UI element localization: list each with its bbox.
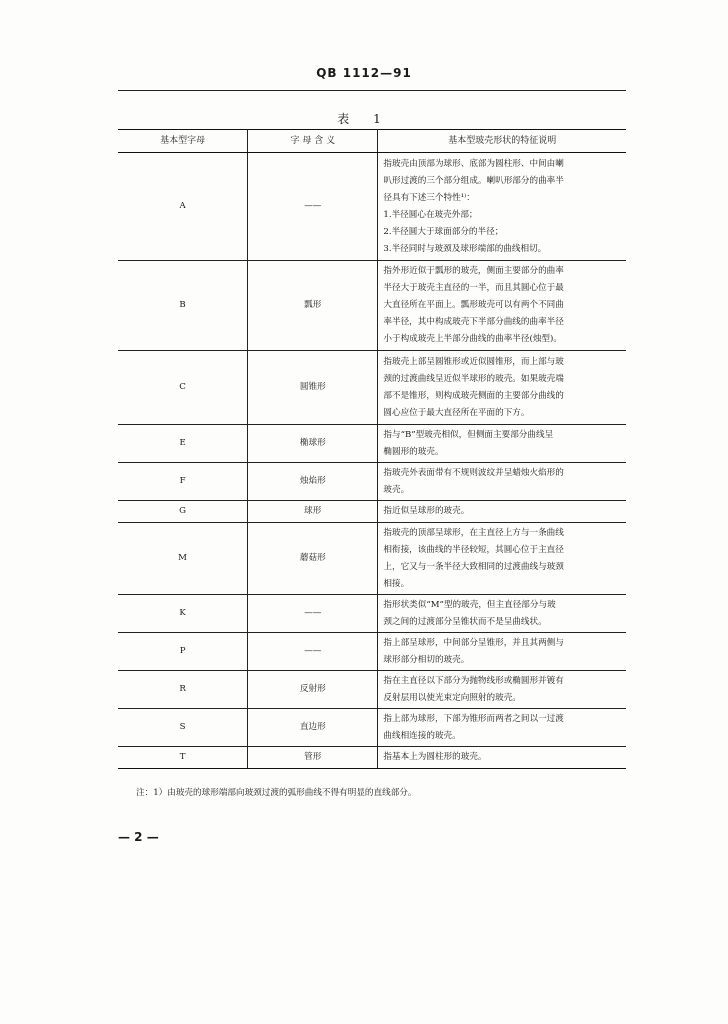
description-line: 指玻壳的顶部呈球形，在主直径上方与一条曲线 [383,527,564,538]
description-line: 反射层用以使光束定向照射的玻壳。 [383,692,521,703]
bulb-shape-table [118,129,626,769]
table-row [118,523,626,595]
row-letter: T [118,747,248,769]
description-line: 圆心应位于最大直径所在平面的下方。 [383,407,530,418]
description-line: 颈的过渡曲线呈近似半球形的玻壳。如果玻壳端 [383,373,564,384]
description-line: 指与“B”型玻壳相似，但侧面主要部分曲线呈 [383,429,554,440]
page-number: — 2 — [118,830,159,844]
description-line: 指近似呈球形的玻壳。 [383,506,470,516]
row-letter: A [118,153,248,261]
document-code: QB 1112—91 [316,66,412,80]
description-line: 率半径，其中构成玻壳下半部分曲线的曲率半径 [383,317,564,327]
description-line: 指玻壳外表面带有不规则波纹并呈蜡烛火焰形的 [383,467,564,478]
row-description [378,463,626,501]
description-line: 相衔接，该曲线的半径较短，其圆心位于主直径 [383,544,564,555]
row-meaning: 直边形 [248,709,378,747]
description-line: 小于构成玻壳上半部分曲线的曲率半径(烛型)。 [383,334,562,344]
row-letter: P [118,633,248,671]
table-body [118,153,626,769]
row-description [378,671,626,709]
row-letter: G [118,501,248,523]
row-description [378,261,626,351]
description-line: 上，它又与一条半径大致相同的过渡曲线与玻颈 [383,561,564,572]
footnote: 注：1）由玻壳的球形端部向玻颈过渡的弧形曲线不得有明显的直线部分。 [136,788,417,798]
description-line: 指上部为球形，下部为锥形而两者之间以一过渡 [383,713,564,724]
description-line: 指形状类似“M”型的玻壳，但主直径部分与玻 [383,599,556,610]
row-letter: F [118,463,248,501]
table-row [118,709,626,747]
description-line: 指在主直径以下部分为抛物线形或椭圆形并镀有 [383,675,564,686]
row-meaning: 蘑菇形 [248,523,378,595]
row-letter: R [118,671,248,709]
description-line: 相接。 [383,578,410,589]
table-row [118,501,626,523]
row-meaning: —— [248,595,378,633]
row-meaning: 反射形 [248,671,378,709]
description-line: 球形部分相切的玻壳。 [383,654,470,665]
description-line: 大直径所在平面上。瓢形玻壳可以有两个不同曲 [383,300,564,310]
table-row [118,425,626,463]
row-meaning: —— [248,633,378,671]
row-description [378,153,626,261]
description-line: 3.半径同时与玻颈及球形端部的曲线相切。 [383,243,547,254]
description-line: 指玻壳上部呈圆锥形或近似圆锥形，而上部与玻 [383,356,564,367]
row-meaning: 椭球形 [248,425,378,463]
table-title: 表 1 [337,112,391,126]
table-row [118,671,626,709]
row-letter: B [118,261,248,351]
row-letter: K [118,595,248,633]
description-line: 颈之间的过渡部分呈锥状而不是呈曲线状。 [383,616,547,627]
row-description [378,351,626,425]
row-description [378,709,626,747]
row-description [378,633,626,671]
description-line: 玻壳。 [383,484,410,495]
table-row [118,261,626,351]
description-line: 曲线相连接的玻壳。 [383,730,461,741]
header-description: 基本型玻壳形状的特征说明 [378,130,626,153]
row-description [378,595,626,633]
description-line: 部不是锥形，则构成玻壳侧面的主要部分曲线的 [383,390,564,401]
description-line: 指基本上为圆柱形的玻壳。 [383,752,487,762]
row-letter: M [118,523,248,595]
header-rule [118,90,626,91]
table-row [118,351,626,425]
table-row [118,633,626,671]
table-row [118,463,626,501]
row-letter: E [118,425,248,463]
table-header-row [118,130,626,153]
row-description [378,747,626,769]
description-line: 指玻壳由顶部为球形、底部为圆柱形、中间由喇 [383,158,564,169]
description-line: 半径大于玻壳主直径的一半，而且其圆心位于最 [383,283,564,293]
table-row [118,595,626,633]
row-description [378,501,626,523]
row-meaning: 管形 [248,747,378,769]
description-line: 径具有下述三个特性¹⁾： [383,192,475,203]
row-description [378,425,626,463]
description-line: 1.半径圆心在玻壳外部； [383,209,478,220]
row-letter: S [118,709,248,747]
header-meaning: 字 母 含 义 [248,130,378,153]
description-line: 椭圆形的玻壳。 [383,446,444,457]
description-line: 指上部呈球形，中间部分呈锥形，并且其两侧与 [383,637,564,648]
description-line: 叭形过渡的三个部分组成。喇叭形部分的曲率半 [383,175,564,186]
row-meaning: 圆锥形 [248,351,378,425]
header-letter: 基本型字母 [118,130,248,153]
table-row [118,153,626,261]
row-meaning: 球形 [248,501,378,523]
row-meaning: 烛焰形 [248,463,378,501]
row-description [378,523,626,595]
description-line: 指外形近似于瓢形的玻壳，侧面主要部分的曲率 [383,266,564,276]
row-meaning: 瓢形 [248,261,378,351]
row-meaning: —— [248,153,378,261]
description-line: 2.半径圆大于球面部分的半径； [383,226,504,237]
row-letter: C [118,351,248,425]
table-row [118,747,626,769]
